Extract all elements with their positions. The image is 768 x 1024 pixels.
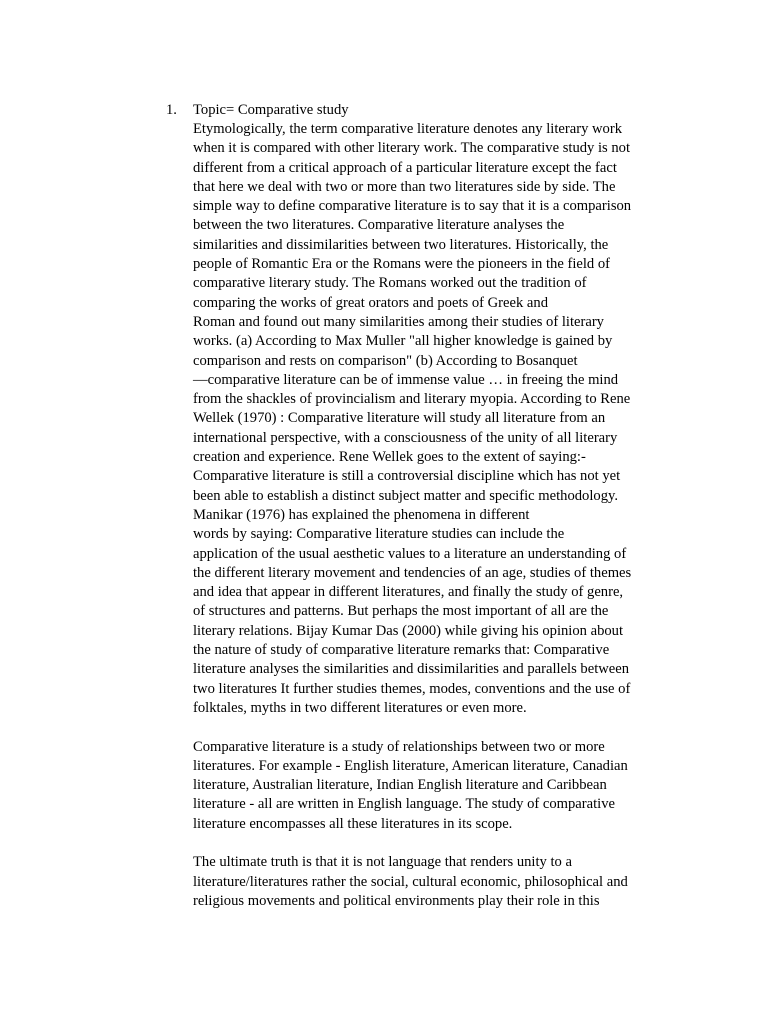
- text-line: literary relations. Bijay Kumar Das (2000) while giving his opinion about: [193, 622, 624, 639]
- text-line: international perspective, with a consciousness of the unity of all literary: [193, 429, 618, 446]
- text-line: from the shackles of provincialism and literary myopia. According to Rene: [193, 391, 631, 408]
- text-line: literature/literatures rather the social, cultural economic, philosophical and: [193, 873, 628, 890]
- text-line: when it is compared with other literary work. The comparative study is not: [193, 140, 631, 157]
- text-line: religious movements and political environments play their role in this: [193, 892, 600, 909]
- text-line: different from a critical approach of a particular literature except the fact: [193, 159, 617, 176]
- text-line: Comparative literature is a study of relationships between two or more: [193, 738, 605, 755]
- text-line: the nature of study of comparative literature remarks that: Comparative: [193, 642, 610, 659]
- document-body: [193, 120, 663, 911]
- text-line: people of Romantic Era or the Romans were the pioneers in the field of: [193, 256, 611, 273]
- text-line: simple way to define comparative literature is to say that it is a comparison: [193, 198, 632, 215]
- text-line: Manikar (1976) has explained the phenomena in different: [193, 506, 530, 523]
- topic-heading: [166, 101, 349, 120]
- text-line: similarities and dissimilarities between two literatures. Historically, the: [193, 236, 609, 253]
- paragraph-1: [193, 120, 663, 718]
- text-line: two literatures It further studies themes, modes, conventions and the use of: [193, 680, 631, 697]
- text-line: Wellek (1970) : Comparative literature will study all literature from an: [193, 410, 606, 427]
- text-line: The ultimate truth is that it is not language that renders unity to a: [193, 854, 572, 871]
- text-line: Comparative literature is still a controversial discipline which has not yet: [193, 468, 621, 485]
- paragraph-2: [193, 738, 663, 834]
- text-line: literature, Australian literature, Indian English literature and Caribbean: [193, 777, 607, 794]
- text-line: literature encompasses all these literatures in its scope.: [193, 815, 513, 832]
- paragraph-gap: [193, 718, 663, 737]
- text-line: and idea that appear in different literatures, and finally the study of genre,: [193, 584, 624, 601]
- text-line: application of the usual aesthetic values to a literature an understanding of: [193, 545, 627, 562]
- text-line: been able to establish a distinct subject matter and specific methodology.: [193, 487, 618, 504]
- text-line: of structures and patterns. But perhaps the most important of all are the: [193, 603, 609, 620]
- text-line: creation and experience. Rene Wellek goes to the extent of saying:-: [193, 449, 586, 466]
- list-number: 1.: [166, 102, 177, 118]
- text-line: between the two literatures. Comparative literature analyses the: [193, 217, 565, 234]
- text-line: works. (a) According to Max Muller "all higher knowledge is gained by: [193, 333, 613, 350]
- text-line: —comparative literature can be of immense value … in freeing the mind: [193, 371, 619, 388]
- paragraph-3: [193, 853, 663, 911]
- paragraph-gap: [193, 834, 663, 853]
- text-line: that here we deal with two or more than two literatures side by side. The: [193, 178, 616, 195]
- text-line: Etymologically, the term comparative literature denotes any literary work: [193, 121, 623, 137]
- text-line: the different literary movement and tendencies of an age, studies of themes: [193, 564, 632, 581]
- text-line: literature - all are written in English language. The study of comparative: [193, 796, 615, 813]
- text-line: literatures. For example - English literature, American literature, Canadian: [193, 757, 628, 774]
- text-line: comparing the works of great orators and poets of Greek and: [193, 294, 548, 311]
- text-line: folktales, myths in two different literatures or even more.: [193, 699, 527, 716]
- text-line: comparative literary study. The Romans worked out the tradition of: [193, 275, 587, 292]
- text-line: comparison and rests on comparison" (b) According to Bosanquet: [193, 352, 578, 369]
- text-line: literature analyses the similarities and dissimilarities and parallels between: [193, 661, 630, 678]
- topic-title: Topic= Comparative study: [193, 102, 349, 118]
- text-line: Roman and found out many similarities among their studies of literary: [193, 313, 604, 330]
- text-line: words by saying: Comparative literature studies can include the: [193, 526, 565, 543]
